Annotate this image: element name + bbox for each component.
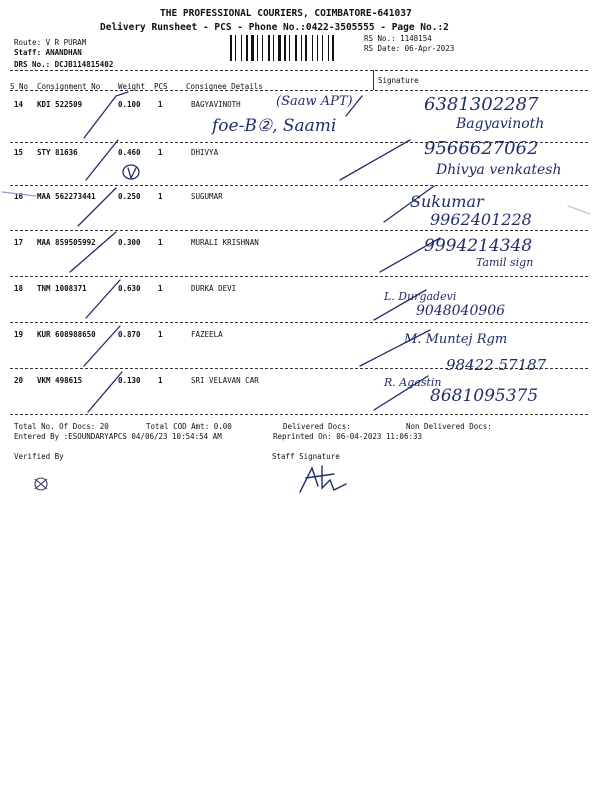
handwritten-name: M. Muntej Rgm bbox=[404, 332, 508, 347]
verified-stamp-mark bbox=[35, 478, 47, 490]
row-consignment: MAA 562273441 bbox=[37, 192, 96, 201]
tick-mark bbox=[384, 186, 434, 222]
row-consignee: BAGYAVINOTH bbox=[191, 100, 241, 109]
row-consignee: SRI VELAVAN CAR bbox=[191, 376, 259, 385]
runsheet-subtitle: Delivery Runsheet - PCS - Phone No.:0422-3505555 - Page No.:2 bbox=[100, 22, 449, 33]
row-pcs: 1 bbox=[158, 376, 163, 385]
row-pcs: 1 bbox=[158, 148, 163, 157]
row-consignee: DURKA DEVI bbox=[191, 284, 237, 293]
tick-mark bbox=[78, 188, 116, 226]
row-consignee: FAZEELA bbox=[191, 330, 223, 339]
total-cod: Total COD Amt: 0.00 bbox=[146, 422, 232, 431]
handwritten-note: (Saaw APT) bbox=[276, 94, 353, 109]
row-weight: 0.250 bbox=[118, 192, 141, 201]
tick-mark bbox=[340, 140, 410, 180]
handwritten-name: L. Durgadevi bbox=[384, 290, 457, 303]
row-pcs: 1 bbox=[158, 192, 163, 201]
staff-label: Staff: ANANDHAN bbox=[14, 48, 82, 57]
row-sno: 19 bbox=[14, 330, 24, 339]
row-consignment: STY 81636 bbox=[37, 148, 78, 157]
tick-mark bbox=[380, 238, 440, 272]
tick-mark bbox=[360, 330, 430, 366]
col-pcs: PCS bbox=[154, 82, 168, 91]
row-pcs: 1 bbox=[158, 238, 163, 247]
handwritten-phone: 8681095375 bbox=[430, 386, 539, 406]
drs-number: DRS No.: DCJB114815402 bbox=[14, 60, 114, 69]
handwritten-name: Dhivya venkatesh bbox=[436, 162, 562, 178]
col-sno: S No bbox=[10, 82, 29, 91]
company-title: THE PROFESSIONAL COURIERS, COIMBATORE-641037 bbox=[160, 8, 412, 19]
row-consignment: VKM 498615 bbox=[37, 376, 83, 385]
total-docs: Total No. Of Docs: 20 bbox=[14, 422, 109, 431]
row-sno: 16 bbox=[14, 192, 24, 201]
handwritten-name: Tamil sign bbox=[476, 256, 534, 269]
row-sno: 14 bbox=[14, 100, 24, 109]
row-consignee: SUGUMAR bbox=[191, 192, 223, 201]
handwritten-phone: 9962401228 bbox=[430, 210, 532, 229]
tick-mark bbox=[84, 326, 120, 366]
handwritten-phone: 9048040906 bbox=[416, 303, 506, 319]
row-consignment: KUR 608988650 bbox=[37, 330, 96, 339]
row-sno: 18 bbox=[14, 284, 24, 293]
row-sno: 20 bbox=[14, 376, 24, 385]
row-weight: 0.300 bbox=[118, 238, 141, 247]
tick-mark bbox=[70, 232, 116, 272]
route-label: Route: V R PURAM bbox=[14, 38, 87, 47]
row-pcs: 1 bbox=[158, 284, 163, 293]
verified-by-label: Verified By bbox=[14, 452, 64, 461]
row-pcs: 1 bbox=[158, 100, 163, 109]
tick-mark bbox=[84, 92, 128, 138]
row-sno: 15 bbox=[14, 148, 24, 157]
row-weight: 0.460 bbox=[118, 148, 141, 157]
handwritten-phone: 98422 57187 bbox=[446, 356, 547, 374]
row-consignee: DHIVYA bbox=[191, 148, 219, 157]
stray-stroke bbox=[2, 192, 36, 196]
col-consignee: Consignee Details bbox=[186, 82, 263, 91]
row-weight: 0.630 bbox=[118, 284, 141, 293]
stray-stroke bbox=[568, 206, 590, 214]
tick-mark bbox=[88, 372, 122, 412]
handwritten-name: Bagyavinoth bbox=[456, 116, 545, 132]
col-weight: Weight bbox=[118, 82, 146, 91]
row-weight: 0.130 bbox=[118, 376, 141, 385]
row-consignment: KDI 522509 bbox=[37, 100, 83, 109]
handwritten-phone: 9994214348 bbox=[424, 236, 533, 256]
row-consignment: TNM 1008371 bbox=[37, 284, 87, 293]
rs-date: RS Date: 06-Apr-2023 bbox=[364, 44, 455, 53]
tick-mark bbox=[374, 376, 428, 410]
reprinted-on: Reprinted On: 06-04-2023 11:06:33 bbox=[273, 432, 423, 441]
non-delivered-docs: Non Delivered Docs: bbox=[406, 422, 492, 431]
handwritten-phone: 6381302287 bbox=[424, 94, 539, 115]
staff-signature-scribble bbox=[300, 466, 346, 492]
tick-mark bbox=[86, 140, 118, 180]
row-weight: 0.100 bbox=[118, 100, 141, 109]
row-pcs: 1 bbox=[158, 330, 163, 339]
delivered-docs: Delivered Docs: bbox=[283, 422, 351, 431]
staff-signature-label: Staff Signature bbox=[272, 452, 340, 461]
entered-by: Entered By :ESOUNDARYAPCS 04/06/23 10:54:54 AM bbox=[14, 432, 222, 441]
col-signature: Signature bbox=[378, 76, 419, 85]
handwritten-name: R. Agastin bbox=[384, 376, 442, 389]
handwritten-address: foe-B②, Saami bbox=[212, 116, 337, 136]
tick-mark bbox=[86, 280, 120, 318]
tick-mark bbox=[374, 290, 426, 320]
row-weight: 0.870 bbox=[118, 330, 141, 339]
col-consignment: Consignment No bbox=[37, 82, 101, 91]
row-sno: 17 bbox=[14, 238, 24, 247]
handwritten-name: Sukumar bbox=[410, 192, 484, 211]
handwritten-phone: 9566627062 bbox=[424, 138, 539, 159]
row-consignee: MURALI KRISHNAN bbox=[191, 238, 259, 247]
row-consignment: MAA 859505992 bbox=[37, 238, 96, 247]
tick-mark bbox=[346, 96, 362, 116]
rs-number: RS No.: 1148154 bbox=[364, 34, 432, 43]
tick-mark bbox=[128, 168, 136, 178]
